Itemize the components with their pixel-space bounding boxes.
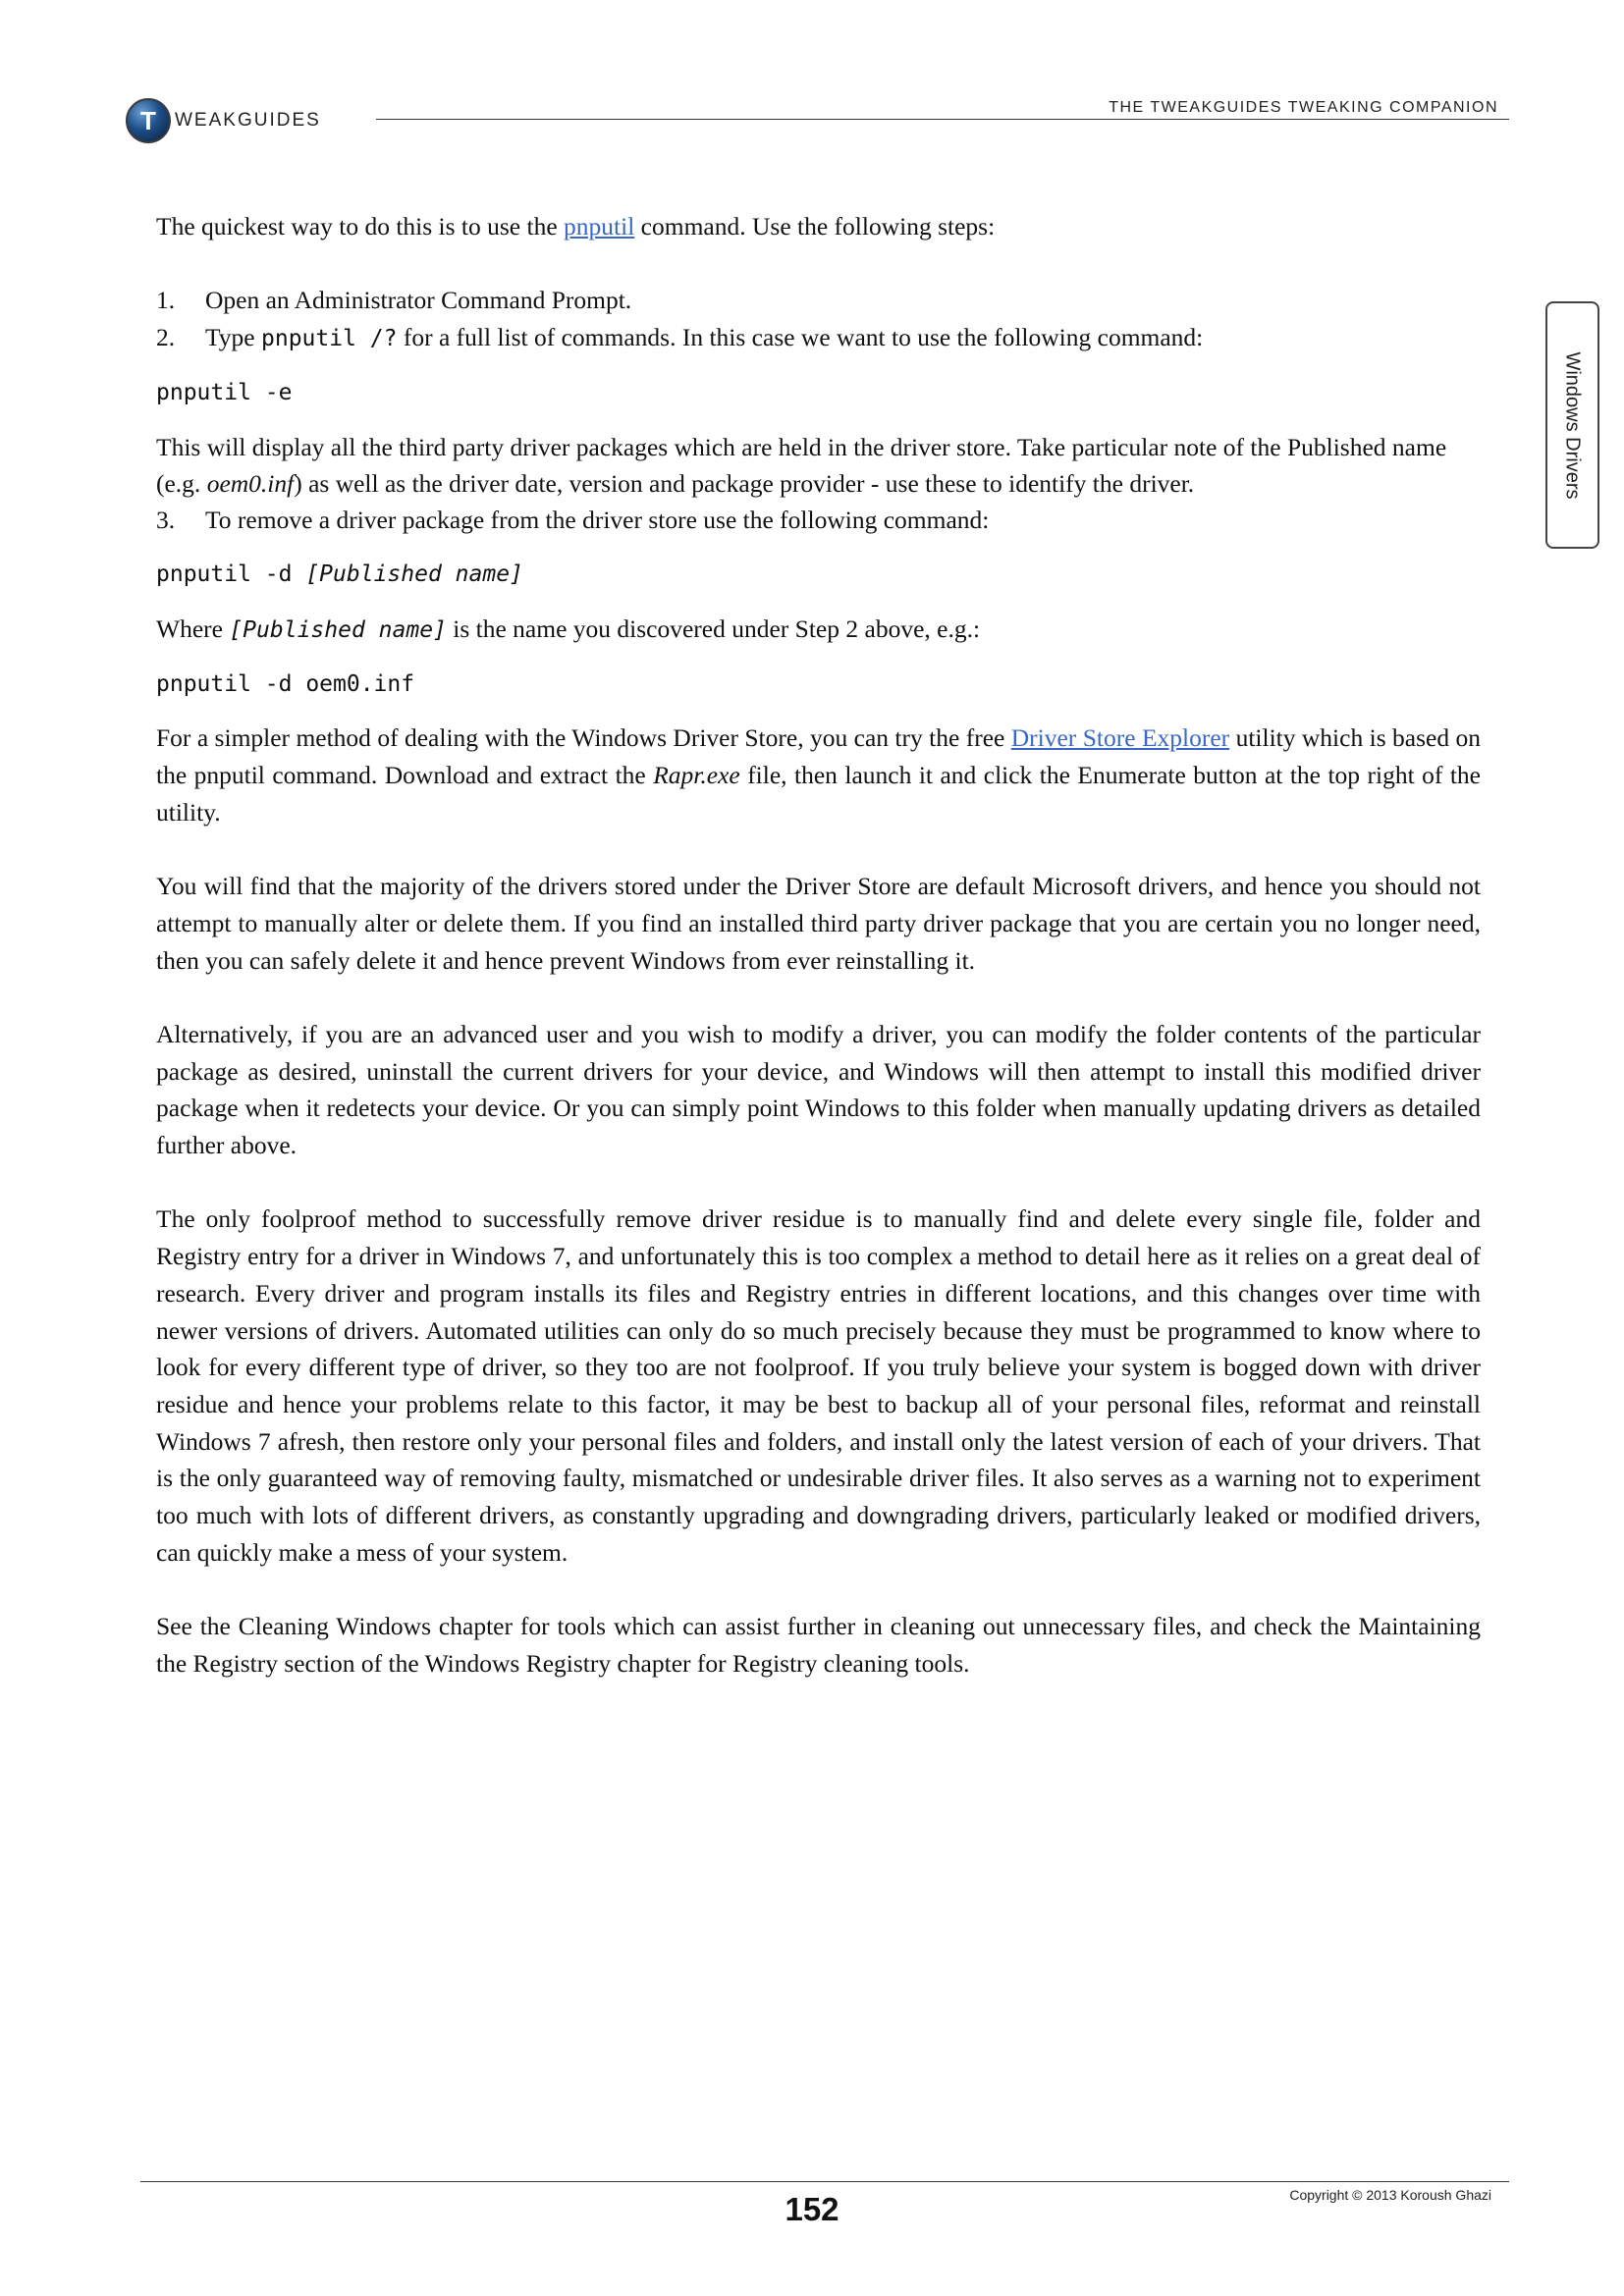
step-number: 3. xyxy=(156,505,176,534)
intro-paragraph xyxy=(156,208,1481,245)
step-1 xyxy=(156,282,1481,319)
paragraph-default-drivers: You will find that the majority of the drivers stored under the Driver Store are default Microsoft drivers, and hence you should not attempt to manually alter or delete them. If you find an installed third party driver package that you are certain you no longer need, then you can safely delete it and hence prevent Windows from ever reinstalling it. xyxy=(156,872,1481,975)
command-line: pnputil -e xyxy=(156,379,293,405)
pnputil-link[interactable]: pnputil xyxy=(564,212,635,240)
chapter-side-tab-label: Windows Drivers xyxy=(1562,350,1584,500)
copyright-notice: Copyright © 2013 Koroush Ghazi xyxy=(1289,2187,1491,2203)
chapter-side-tab xyxy=(1545,301,1599,549)
page-number: 152 xyxy=(785,2191,839,2227)
step-text: Open an Administrator Command Prompt. xyxy=(205,286,632,315)
step-text: To remove a driver package from the driver store use the following command: xyxy=(205,505,990,534)
inline-code: pnputil /? xyxy=(261,326,398,352)
command-example: pnputil -d oem0.inf xyxy=(156,670,415,697)
logo-emblem: T xyxy=(126,98,171,143)
paragraph-driver-residue: The only foolproof method to successfully remove driver residue is to manually find and delete every single file, folder and Registry entry for a driver in Windows 7, and unfortunately this is too complex a method to detail here as it relies on a great deal of research. Every driver and program installs its files and Registry entries in different locations, and this changes over time with newer versions of drivers. Automated utilities can only do so much precisely because they must be programmed to know where to look for every different type of driver, so they too are not foolproof. If you truly believe your system is bogged down with driver residue and hence your problems relate to this factor, it may be best to backup all of your personal files, reformat and reinstall Windows 7 afresh, then restore only your personal files and folders, and install only the latest version of each of your drivers. That is the only guaranteed way of removing faulty, mismatched or undesirable driver files. It also serves as a warning not to experiment too much with lots of different drivers, as constantly upgrading and downgrading drivers, particularly leaked or modified drivers, can quickly make a mess of your system. xyxy=(156,1204,1481,1567)
driver-store-explorer-link[interactable]: Driver Store Explorer xyxy=(1010,723,1230,753)
step-number: 1. xyxy=(156,286,176,315)
step-3 xyxy=(156,502,1481,539)
header-title: THE TWEAKGUIDES TWEAKING COMPANION xyxy=(1109,99,1498,116)
step-2-note: This will display all the third party driver packages which are held in the driver store. Take particular note of the Published name (e.g. oem0.inf) as well as the driver date, version and package provider - use these to identify the driver. xyxy=(156,432,1447,498)
step-2 xyxy=(156,319,1481,358)
paragraph-modify-driver: Alternatively, if you are an advanced user and you wish to modify a driver, you can modify the folder contents of the particular package as desired, uninstall the current drivers for your device, and Windows will then attempt to install this modified driver package when it redetects your device. Or you can simply point Windows to this folder when manually updating drivers as detailed further above. xyxy=(156,1019,1481,1160)
paragraph-driver-store-explorer: For a simpler method of dealing with the Windows Driver Store, you can try the free Driver Store Explorer utility which is based on the pnputil command. Download and extract the Rapr.exe file, then launch it and click the Enumerate button at the top right of the utility. xyxy=(156,723,1481,827)
tweakguides-logo xyxy=(126,93,361,148)
example-filename: oem0.inf xyxy=(206,468,295,498)
step-text: Type pnputil /? for a full list of commands. In this case we want to use the following command: xyxy=(205,323,1204,352)
logo-text: WEAKGUIDES xyxy=(175,110,321,131)
header-divider xyxy=(376,119,1509,120)
intro-text-end: command. Use the following steps: xyxy=(634,212,996,240)
footer-divider xyxy=(140,2181,1509,2182)
paragraph-see-also: See the Cleaning Windows chapter for tools which can assist further in cleaning out unnecessary files, and check the Maintaining the Registry section of the Windows Registry chapter for Registry cleaning tools. xyxy=(156,1612,1481,1678)
page-body xyxy=(156,208,1481,1682)
where-note: Where [Published name] is the name you discovered under Step 2 above, e.g.: xyxy=(156,614,981,643)
command-line: pnputil -d [Published name] xyxy=(156,561,523,588)
step-number: 2. xyxy=(156,323,176,352)
intro-text: The quickest way to do this is to use the xyxy=(156,212,565,240)
rapr-filename: Rapr.exe xyxy=(653,761,740,790)
